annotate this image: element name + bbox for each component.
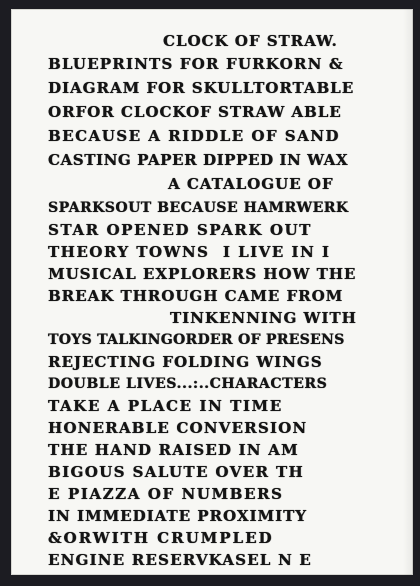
text-line: IN IMMEDIATE PROXIMITY	[48, 507, 307, 525]
text-line: ENGINE RESERVKASEL N E	[48, 551, 312, 569]
text-line: BLUEPRINTS FOR FURKORN &	[48, 55, 344, 73]
text-line: TINKENNING WITH	[170, 309, 357, 327]
text-line: A CATALOGUE OF	[168, 175, 334, 193]
text-line: BECAUSE A RIDDLE OF SAND	[48, 127, 340, 145]
text-line: TAKE A PLACE IN TIME	[48, 397, 283, 415]
document-title: CLOCK OF STRAW.	[163, 32, 338, 50]
text-line: MUSICAL EXPLORERS HOW THE	[48, 265, 357, 283]
text-line: TOYS TALKINGORDER OF PRESENS	[48, 332, 345, 348]
text-line: STAR OPENED SPARK OUT	[48, 221, 312, 239]
text-line: ORFOR CLOCKOF STRAW ABLE	[48, 103, 342, 121]
text-line: &ORWITH CRUMPLED	[48, 529, 274, 547]
text-line: DIAGRAM FOR SKULLTORTABLE	[48, 79, 355, 97]
text-line: DOUBLE LIVES...:..CHARACTERS	[48, 376, 328, 392]
text-line: BIGOUS SALUTE OVER TH	[48, 463, 305, 481]
text-line: THEORY TOWNS I LIVE IN I	[48, 243, 331, 261]
text-line: BREAK THROUGH CAME FROM	[48, 287, 344, 305]
text-line: HONERABLE CONVERSION	[48, 419, 308, 437]
text-line: CASTING PAPER DIPPED IN WAX	[48, 151, 349, 169]
text-line: E PIAZZA OF NUMBERS	[48, 485, 284, 503]
text-line: REJECTING FOLDING WINGS	[48, 353, 323, 371]
text-line: THE HAND RAISED IN AM	[48, 441, 299, 459]
typed-page	[11, 9, 413, 575]
text-line: SPARKSOUT BECAUSE HAMRWERK	[48, 200, 349, 216]
